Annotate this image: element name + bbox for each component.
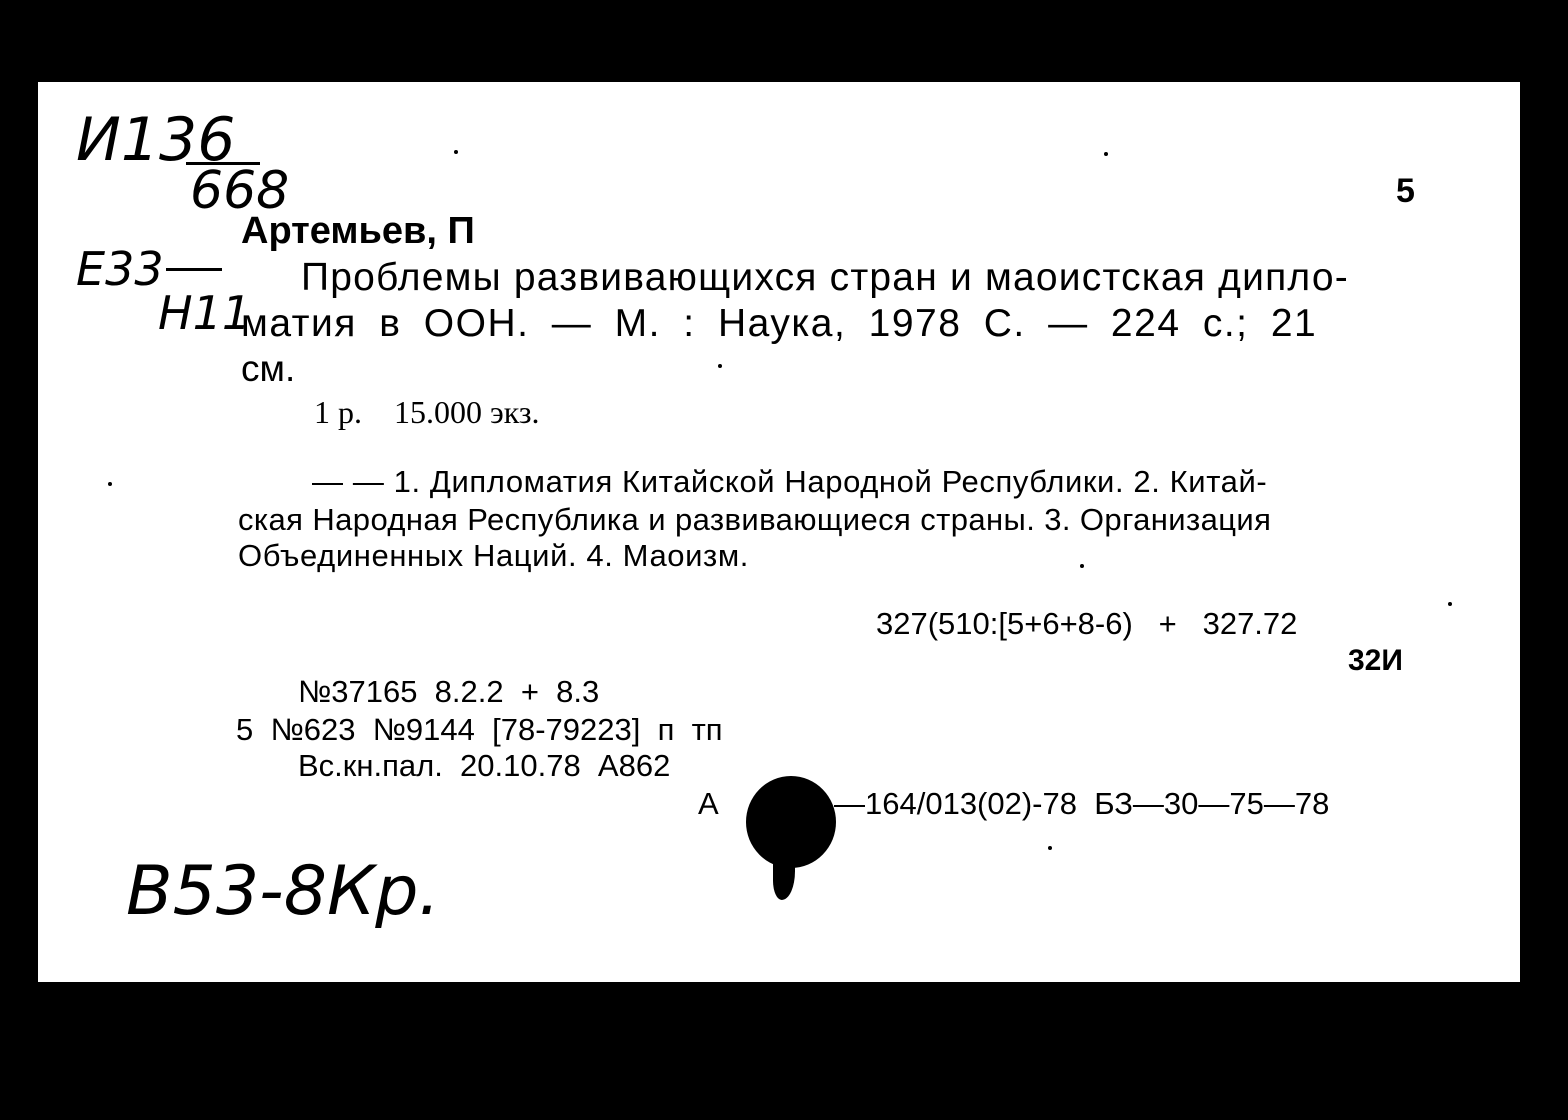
speck <box>108 482 112 486</box>
speck <box>1080 564 1084 568</box>
handwritten-bottom-note: В53-8Кр. <box>126 852 441 931</box>
handwritten-shelf-code <box>76 244 251 344</box>
shelf-code-bottom: Н11 <box>158 286 252 340</box>
registry-line-2: 5 №623 №9144 [78-79223] п тп <box>236 712 723 747</box>
speck <box>1048 846 1052 850</box>
price-copies: 1 р. 15.000 экз. <box>314 394 540 430</box>
subjects-line-3: Объединенных Наций. 4. Маоизм. <box>238 538 749 573</box>
handwritten-call-number <box>76 105 290 221</box>
title-line-3: см. <box>241 348 296 389</box>
speck <box>454 150 458 154</box>
speck <box>1104 152 1108 156</box>
registry-line-1: №37165 8.2.2 + 8.3 <box>298 674 600 709</box>
author-heading: Артемьев, П <box>241 210 475 252</box>
classification-line-2: 32И <box>1348 644 1403 677</box>
shelf-code-rule <box>166 268 222 271</box>
code-prefix: А <box>698 786 719 821</box>
speck <box>718 364 722 368</box>
call-number-bottom: 668 <box>186 162 260 217</box>
shelf-code-top: Е33 <box>76 242 164 296</box>
call-number-top: И136 <box>76 105 236 175</box>
title-line-2: матия в ООН. — М. : Наука, 1978 С. — 224 с.; 21 <box>241 302 1318 345</box>
classification-line-1: 327(510:[5+6+8-6) + 327.72 <box>876 606 1298 641</box>
code-suffix: —164/013(02)-78 БЗ—30—75—78 <box>834 786 1330 821</box>
subjects-line-1: — — 1. Дипломатия Китайской Народной Республики. 2. Китай- <box>312 464 1268 499</box>
card-number: 5 <box>1396 172 1415 210</box>
speck <box>1448 602 1452 606</box>
subjects-line-2: ская Народная Республика и развивающиеся страны. 3. Организация <box>238 502 1272 537</box>
catalog-card <box>38 82 1520 982</box>
registry-line-3: Вс.кн.пал. 20.10.78 А862 <box>298 748 671 783</box>
ink-blot-drip <box>773 852 795 900</box>
title-line-1: Проблемы развивающихся стран и маоистская дипло- <box>301 256 1349 299</box>
